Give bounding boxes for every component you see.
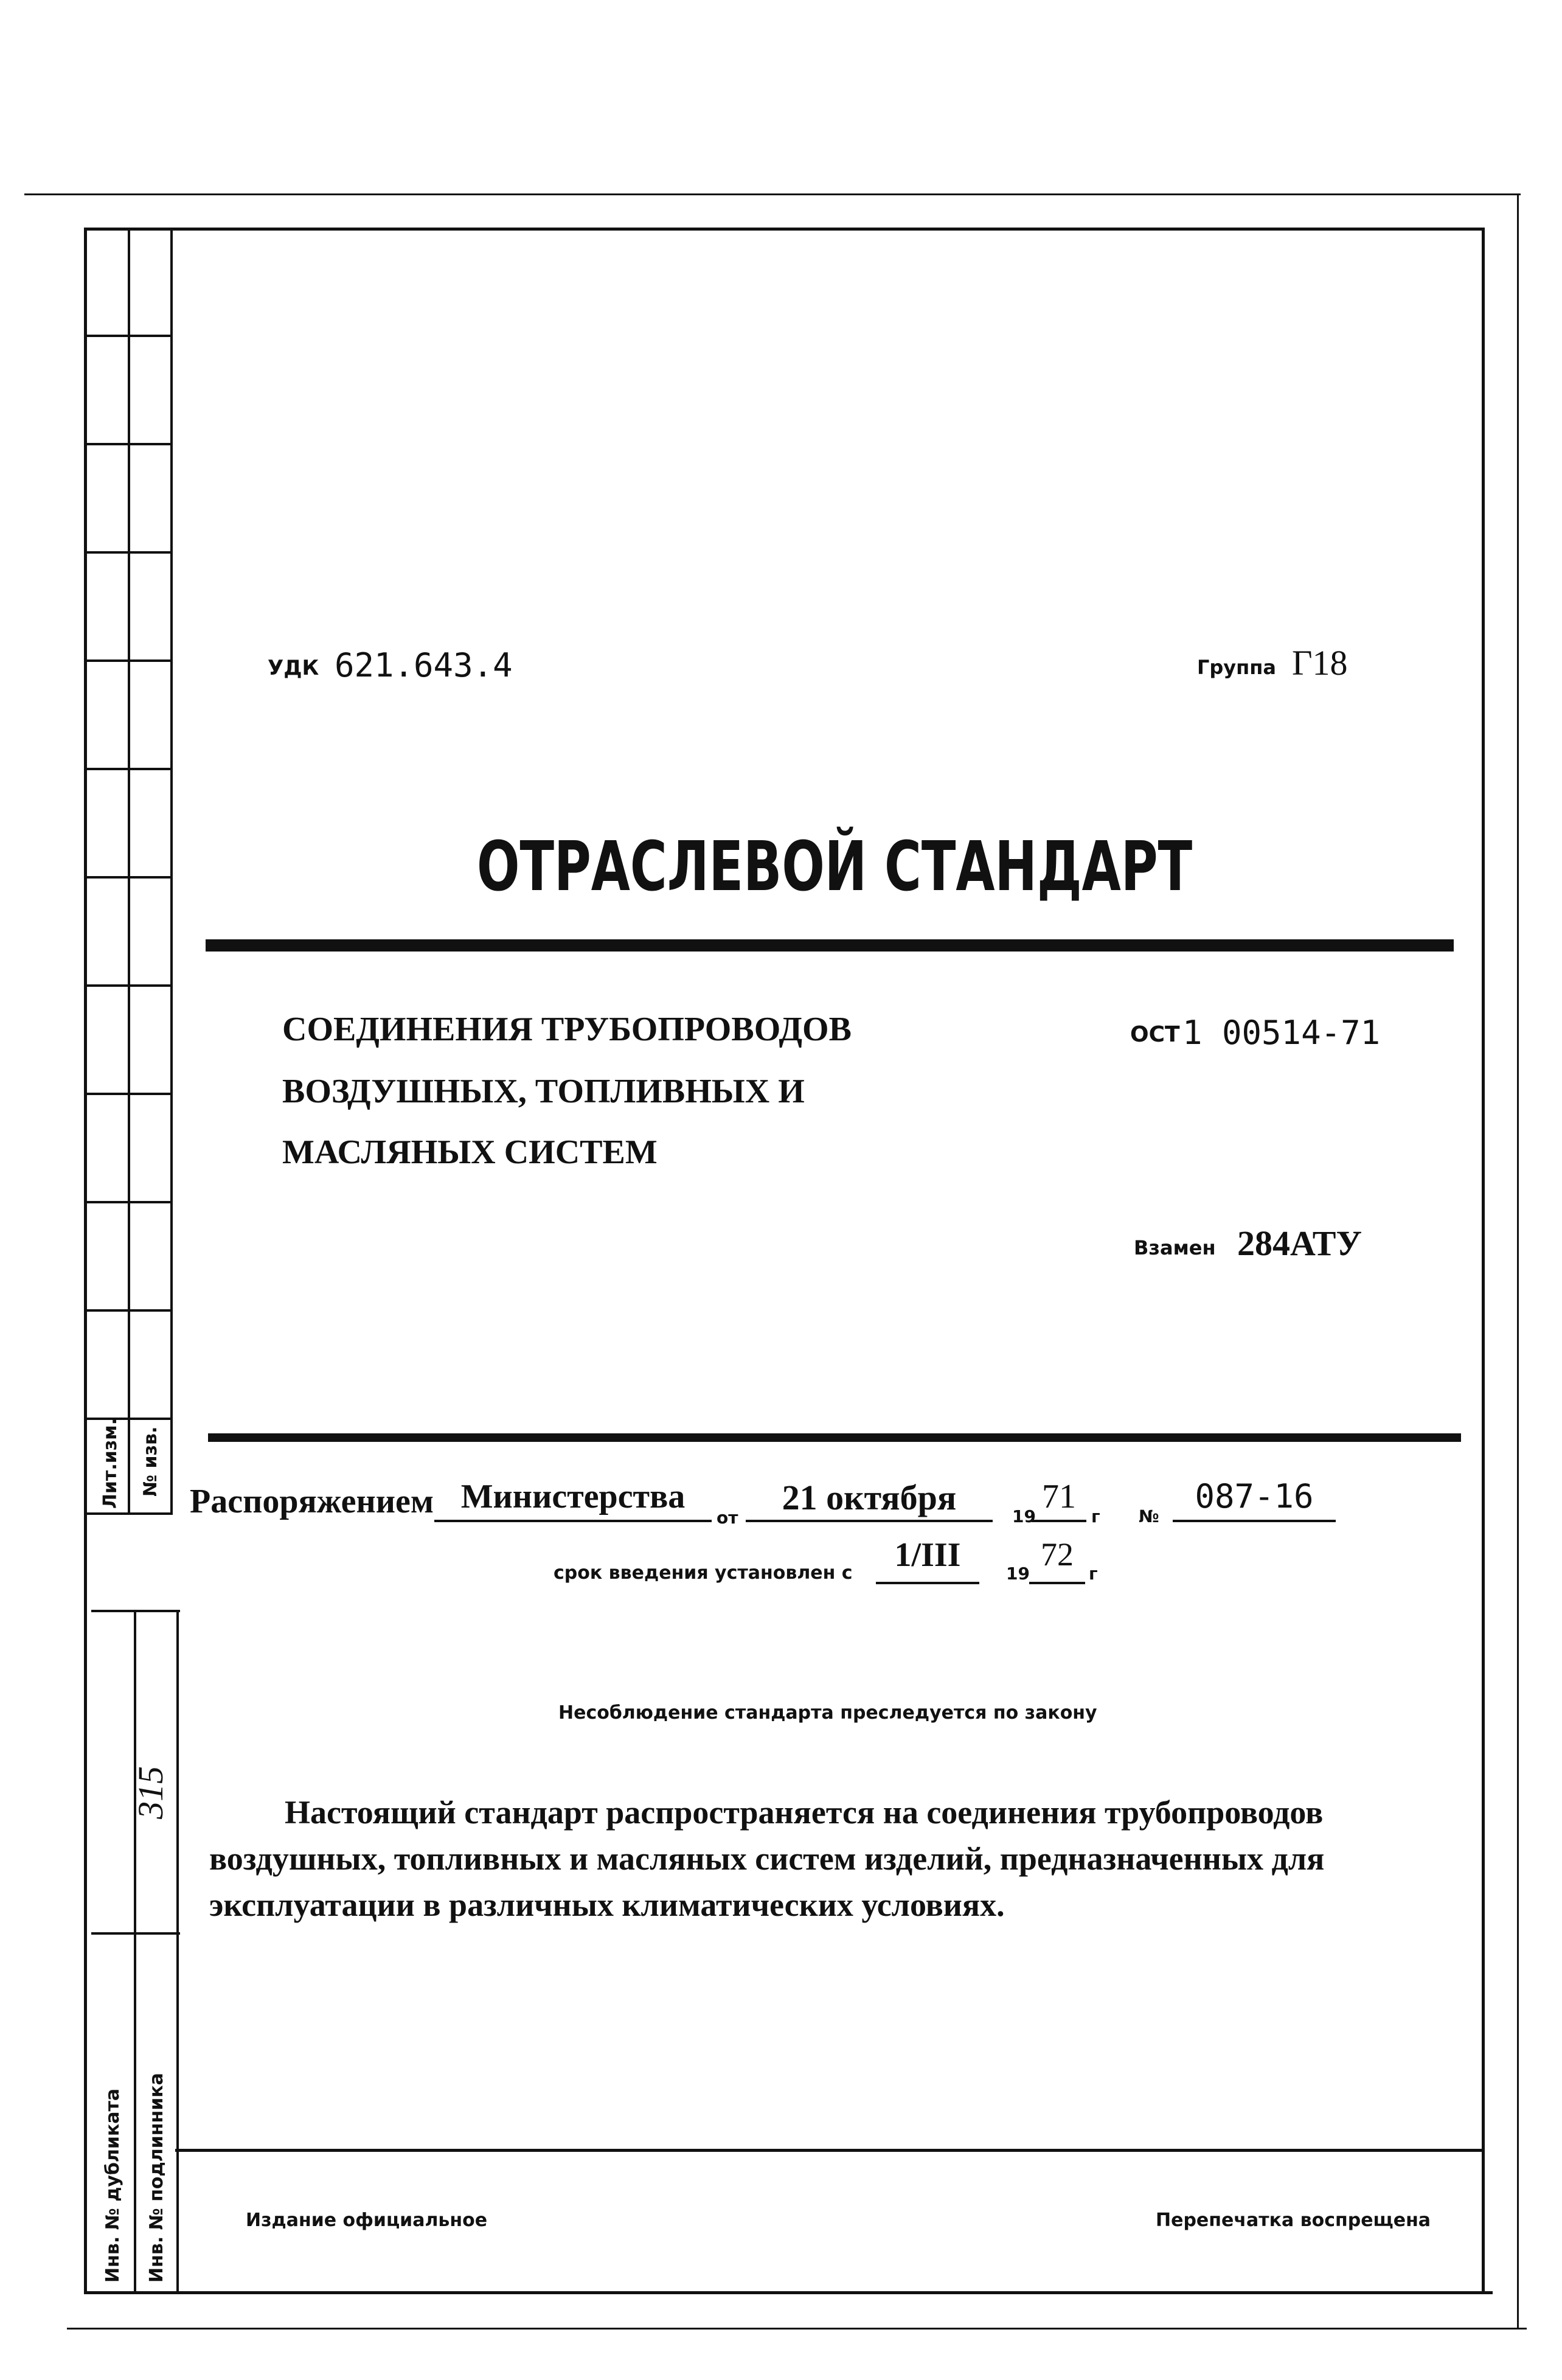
intro-year: 72: [1041, 1536, 1074, 1573]
body-line-1: Настоящий стандарт распространяется на соединения трубопроводов: [285, 1794, 1324, 1831]
handwritten-number: 315: [131, 1766, 170, 1819]
order-date-field: [746, 1477, 993, 1522]
subject-line-3: МАСЛЯНЫХ СИСТЕМ: [282, 1133, 658, 1171]
frame-left-line: [84, 228, 87, 2294]
frame-bottom-line: [84, 2291, 1493, 2294]
replaces-label: Взамен: [1134, 1236, 1216, 1259]
margin-no-izv-label: № изв.: [140, 1426, 161, 1497]
margin-row-7: [84, 984, 173, 987]
margin-col-line-1: [128, 228, 130, 1514]
margin-row-10: [84, 1309, 173, 1312]
lower-margin-mid: [91, 1932, 180, 1935]
ost-number: 1 00514-71: [1182, 1014, 1381, 1052]
replaces-value: 284АТУ: [1237, 1223, 1362, 1263]
udk-label: УДК: [268, 656, 319, 680]
intro-year-prefix: 19: [1006, 1564, 1030, 1584]
footer-official-edition: Издание официальное: [246, 2210, 488, 2231]
order-label: Распоряжением: [190, 1483, 434, 1520]
subject-line-1: СОЕДИНЕНИЯ ТРУБОПРОВОДОВ: [282, 1011, 852, 1048]
legal-warning: Несоблюдение стандарта преследуется по закону: [558, 1702, 1097, 1724]
order-from-label: от: [717, 1508, 738, 1528]
intro-date-field: [876, 1536, 979, 1584]
margin-row-9: [84, 1201, 173, 1203]
order-number-field: [1173, 1477, 1336, 1522]
footer-rule: [175, 2149, 1484, 2152]
intro-year-suffix: г: [1089, 1564, 1098, 1584]
order-issuer: Министерства: [460, 1478, 686, 1515]
order-issuer-field: [434, 1477, 712, 1522]
intro-year-field: [1029, 1536, 1085, 1584]
outer-right-line: [1517, 193, 1519, 2329]
margin-row-3: [84, 551, 173, 554]
group-value: Г18: [1292, 643, 1348, 683]
title-rule: [206, 939, 1454, 952]
top-border-line: [24, 193, 1521, 195]
intro-label: срок введения установлен с: [554, 1562, 853, 1584]
lower-margin-col-1: [134, 1610, 136, 2294]
order-date: 21 октября: [782, 1478, 957, 1517]
order-number: 087-16: [1195, 1477, 1314, 1515]
margin-row-5: [84, 768, 173, 770]
separator-rule: [208, 1433, 1461, 1442]
margin-row-4: [84, 659, 173, 662]
order-year: 71: [1042, 1478, 1076, 1515]
margin-row-1: [84, 335, 173, 337]
frame-top-line: [84, 228, 1484, 231]
margin-col-line-2: [170, 228, 173, 1514]
frame-right-line: [1482, 228, 1485, 2294]
margin-inv-podl-label: Инв. № подлинника: [146, 2073, 167, 2283]
ost-label: ОСТ: [1130, 1022, 1180, 1047]
margin-row-12: [84, 1512, 173, 1515]
margin-row-2: [84, 443, 173, 445]
margin-row-6: [84, 876, 173, 879]
udk-value: 621.643.4: [335, 646, 513, 684]
lower-margin-col-2: [176, 1610, 179, 2294]
body-line-3: эксплуатации в различных климатических условиях.: [209, 1887, 1005, 1923]
margin-inv-dubl-label: Инв. № дубликата: [102, 2088, 123, 2283]
order-year-prefix: 19: [1012, 1506, 1036, 1526]
footer-reprint-prohibited: Перепечатка воспрещена: [1156, 2210, 1431, 2231]
subject-line-2: ВОЗДУШНЫХ, ТОПЛИВНЫХ И: [282, 1073, 805, 1110]
order-year-suffix: г: [1091, 1506, 1100, 1526]
body-line-2: воздушных, топливных и масляных систем изделий, предназначенных для: [209, 1840, 1325, 1877]
page-title: ОТРАСЛЕВОЙ СТАНДАРТ: [477, 827, 1193, 906]
intro-date: 1/III: [894, 1536, 961, 1574]
margin-lit-izm-label: Лит.изм.: [100, 1418, 121, 1509]
bottom-border-line: [67, 2328, 1527, 2330]
order-number-label: №: [1139, 1506, 1159, 1526]
margin-row-11: [84, 1418, 173, 1420]
order-year-field: [1032, 1477, 1086, 1522]
margin-row-8: [84, 1093, 173, 1095]
group-label: Группа: [1197, 656, 1276, 679]
